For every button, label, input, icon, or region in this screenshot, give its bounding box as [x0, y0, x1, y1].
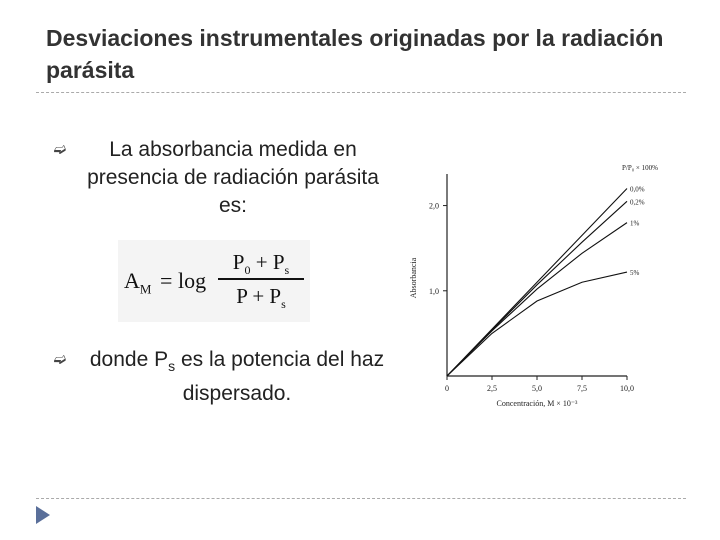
series-label-4: 5% [630, 269, 640, 278]
formula-log: log [178, 268, 207, 293]
x-tick-label: 5,0 [532, 384, 542, 393]
bottom-divider [36, 498, 686, 499]
arrow-bullet-icon: ➫ [53, 351, 67, 368]
formula-lhs: $A_M$ [124, 268, 152, 297]
series-line-4 [447, 272, 627, 376]
formula-fraction [218, 248, 304, 310]
x-tick-label: 2,5 [487, 384, 497, 393]
fraction-bar [218, 278, 304, 280]
arrow-bullet-icon: ➫ [53, 141, 67, 158]
formula-equals: = [160, 268, 173, 293]
series-label-1: 0,0% [630, 185, 645, 194]
x-tick-label: 7,5 [577, 384, 587, 393]
formula-numerator: $P_0 + P_s$ [232, 250, 290, 278]
x-tick-label: 10,0 [620, 384, 634, 393]
series-label-3: 1% [630, 219, 640, 228]
slide-title: Desviaciones instrumentales originadas por la radiación parásita [46, 25, 664, 83]
absorbance-concentration-chart [400, 150, 690, 410]
legend-header: P/P₀ × 100% [622, 164, 658, 172]
next-slide-arrow-icon[interactable] [36, 506, 50, 524]
absorbance-formula [118, 240, 310, 322]
y-tick-label: 1,0 [429, 286, 439, 296]
series-line-3 [447, 223, 627, 376]
formula-denominator: $P + P_s$ [236, 284, 286, 312]
bullet-absorbance-text: La absorbancia medida en presencia de radiación parásita es: [87, 138, 379, 217]
x-tick-label: 0 [445, 384, 449, 393]
series-label-2: 0,2% [630, 198, 645, 207]
bullet-scattered-text: donde $P_s$ es la potencia del haz dispersado. [89, 348, 385, 406]
y-tick-label: 2,0 [429, 201, 439, 211]
top-divider [36, 92, 686, 93]
y-axis-label: Absorbancia [409, 257, 418, 299]
x-axis-label: Concentración, M × 10⁻³ [496, 399, 578, 408]
